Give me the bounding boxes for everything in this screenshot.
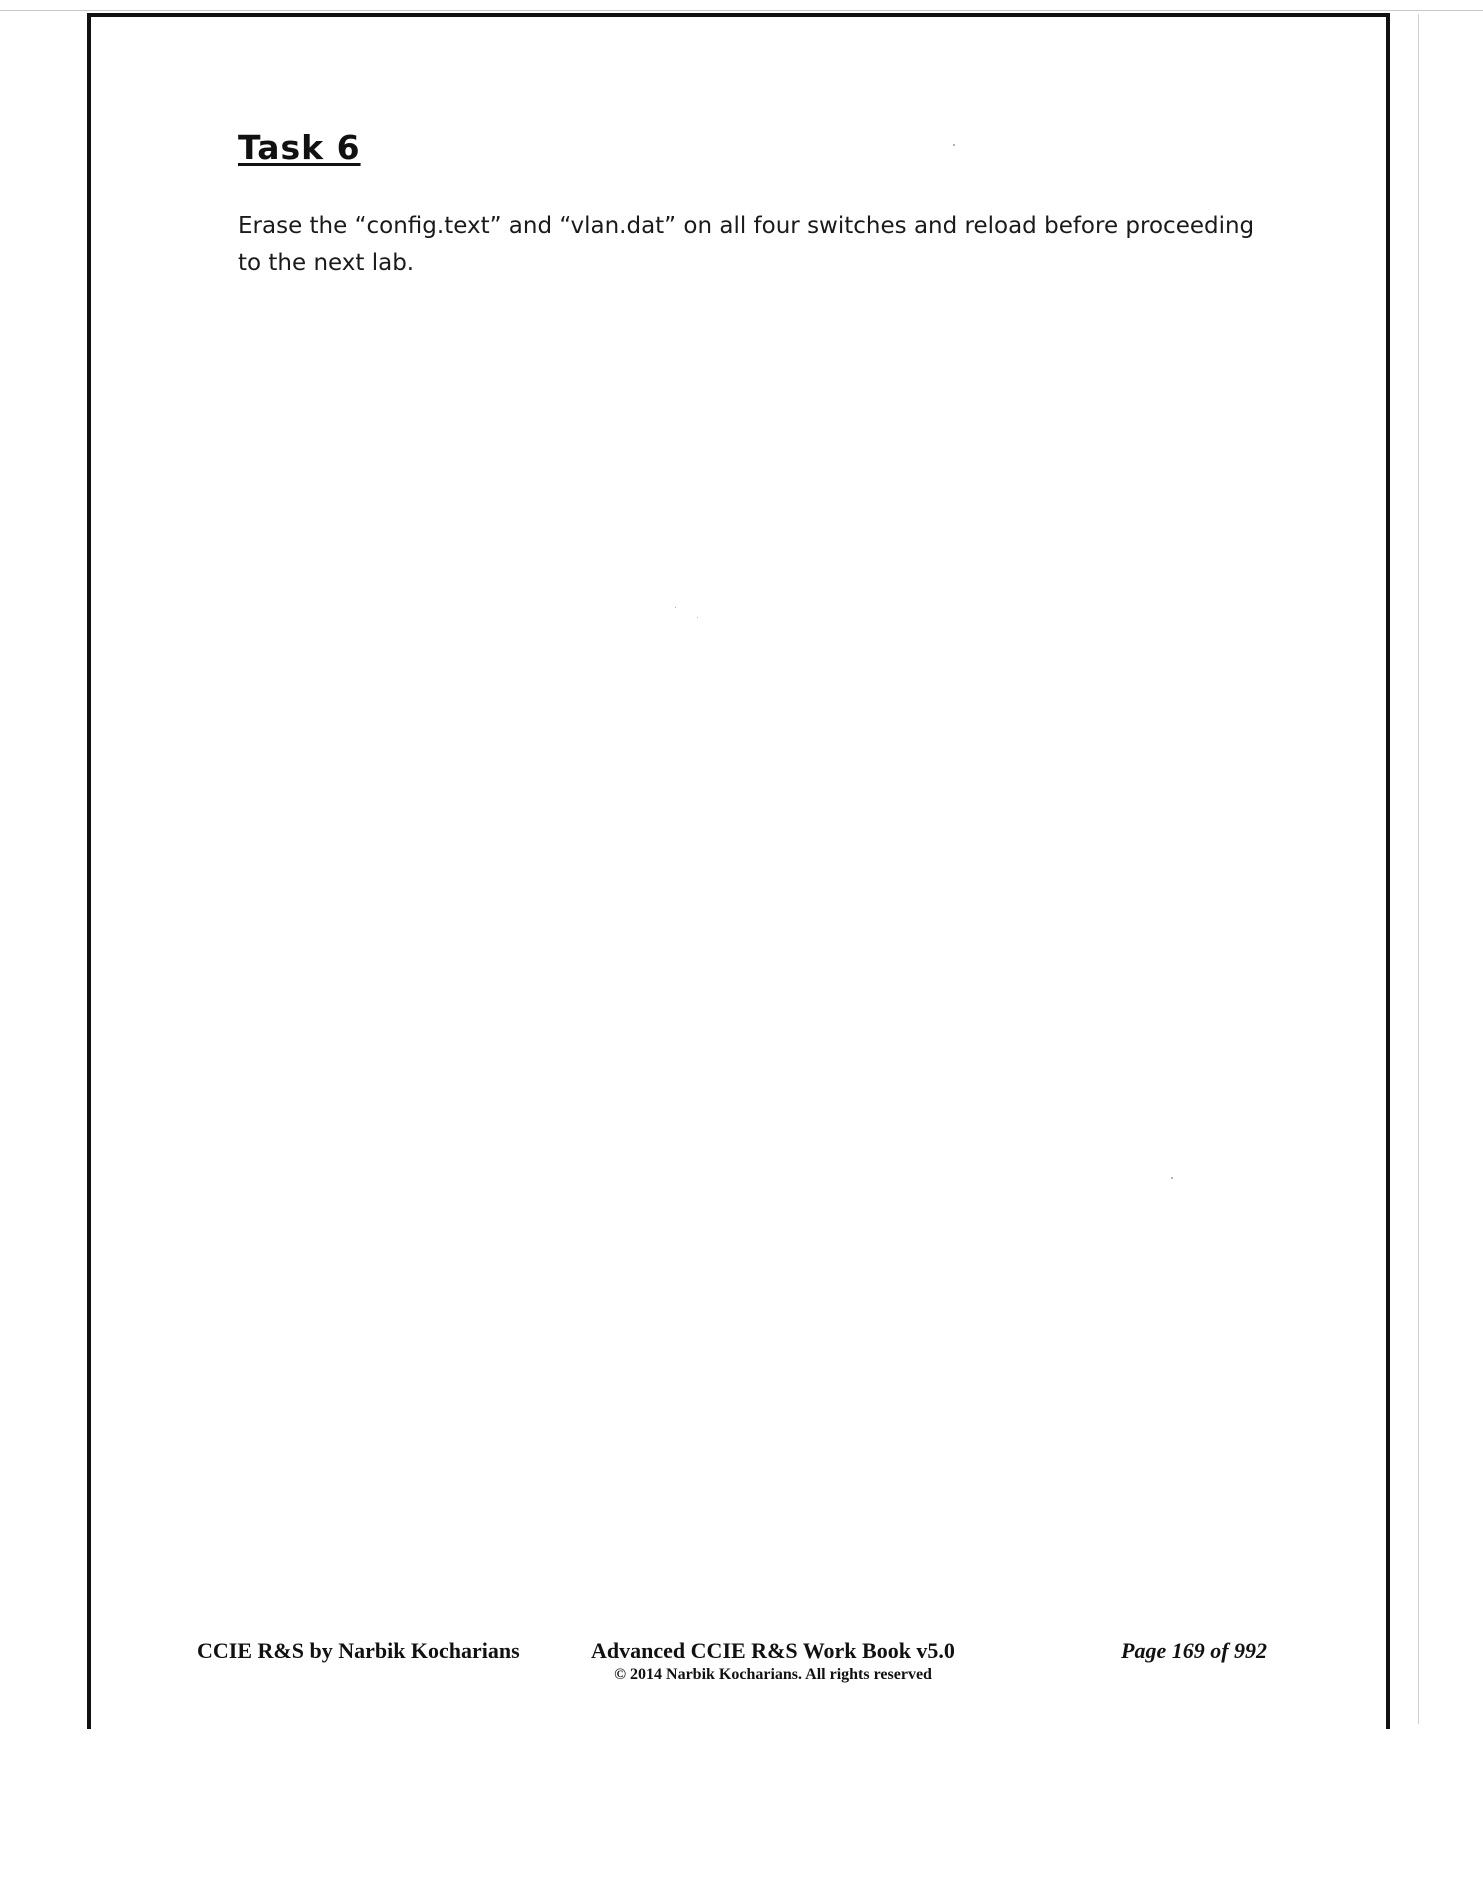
footer-author: CCIE R&S by Narbik Kocharians (197, 1638, 520, 1663)
scan-speck (1171, 1177, 1173, 1179)
task-instruction-text: Erase the “config.text” and “vlan.dat” on all four switches and reload before proceeding to the next lab. (238, 213, 1255, 276)
scan-top-edge-line (0, 10, 1483, 11)
scan-speck (953, 144, 955, 146)
footer-page-number: Page 169 of 992 (1121, 1638, 1268, 1663)
footer-book-title: Advanced CCIE R&S Work Book v5.0 (591, 1638, 955, 1663)
scan-speck (675, 607, 676, 608)
footer-copyright: © 2014 Narbik Kocharians. All rights reserved (614, 1666, 932, 1683)
scan-speck (697, 617, 698, 618)
task-heading: Task 6 (238, 128, 361, 167)
footer-book-info (578, 1638, 968, 1684)
scan-right-edge-line (1418, 14, 1419, 1724)
